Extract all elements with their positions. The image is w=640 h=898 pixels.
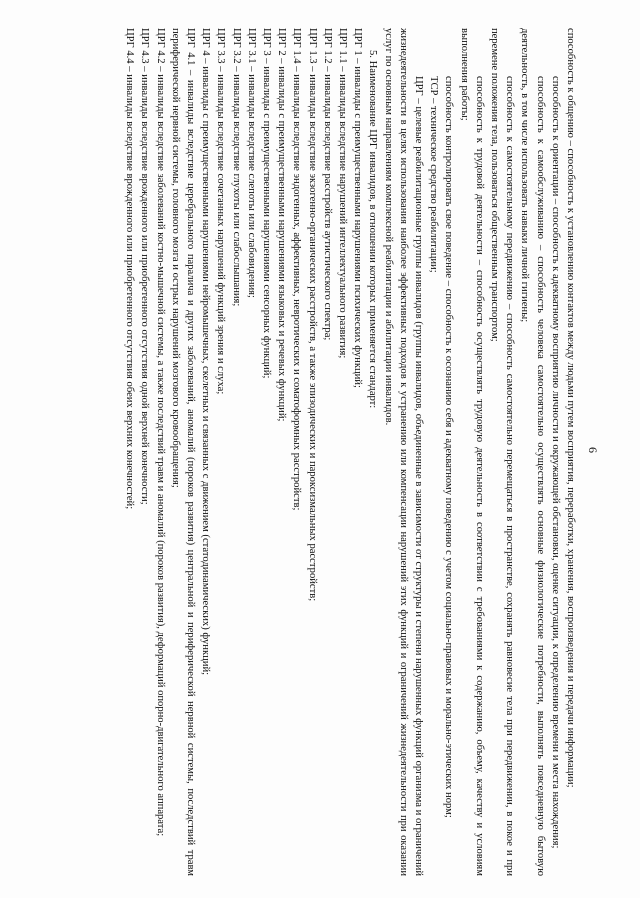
list-item: ЦРГ 1.3 – инвалиды вследствие экзогенно-органических расстройств, а также эпизодических и пароксизмальных расстройств; bbox=[306, 28, 318, 602]
definition-labor: способность к трудовой деятельности – способность осуществлять трудовую деятельность в соответствии с требованиями к содержанию, объему, качеству и условиям выполнения работы; bbox=[458, 28, 485, 876]
rotated-content bbox=[40, 24, 600, 876]
list-item: ЦРГ 4.4 – инвалиды вследствие врожденного или приобретенного отсутствия обеих верхних конечностей; bbox=[124, 28, 136, 510]
definition-movement: способность к самостоятельному передвижению – способность самостоятельно перемещаться в пространстве, сохранять равновесие тела при передвижении, в покое и при перемене положения тела, пользоваться общественным транспортом; bbox=[488, 28, 516, 876]
list-item: ЦРГ 4.1 – инвалиды вследствие церебрального паралича и других заболеваний, аномалий (пороков развития) центральной и периферической нервной системы, последствий травм периферической нервной системы, головного мозга и острых нарушений мозгового кровообращения; bbox=[169, 28, 196, 876]
list-item: ЦРГ 1 – инвалиды с преимущественными нарушениями психических функций; bbox=[352, 28, 364, 388]
definition-behavior-control: способность контролировать свое поведение – способность к осознанию себя и адекватному поведению с учетом социально-правовых и морально-этических норм; bbox=[443, 76, 455, 818]
list-item: ЦРГ 4 – инвалиды с преимущественными нарушениями нейромышечных, скелетных и связанных с движением (статодинамических) функций; bbox=[200, 28, 212, 676]
definition-orientation: способность к ориентации – способность к адекватному восприятию личности и окружающей обстановки, оценке ситуации, к определению времени и места нахождения; bbox=[549, 76, 561, 849]
list-item: ЦРГ 1.4 – инвалиды вследствие эндогенных, аффективных, невротических и соматоформных расстройств; bbox=[291, 28, 303, 511]
list-item: ЦРГ 2 – инвалиды с преимущественными нарушениями языковых и речевых функций; bbox=[276, 28, 288, 422]
section-5-heading: 5. Наименование ЦРГ инвалидов, в отношении которых применяется стандарт: bbox=[367, 50, 379, 409]
definition-crg: ЦРГ – целевые реабилитационные группы инвалидов (группы инвалидов, объединенные в зависимости от структуры и степени нарушенных функций организма и ограничений жизнедеятельности в целях использования наиболее эффективных подходов к устранению или компенсации нарушений этих функций и ограничений жизнедеятельности при оказании услуг по основным направлениям комплексной реабилитации и абилитации инвалидов. bbox=[382, 28, 424, 876]
list-item: ЦРГ 1.1 – инвалиды вследствие нарушений интеллектуального развития; bbox=[336, 28, 348, 359]
list-item: ЦРГ 1.2 – инвалиды вследствие расстройств аутистического спектра; bbox=[321, 28, 333, 341]
list-item: ЦРГ 4.3 – инвалиды вследствие врожденного или приобретенного отсутствия одной верхней конечности; bbox=[139, 28, 151, 505]
document-body bbox=[122, 28, 578, 876]
list-item: ЦРГ 3.1 – инвалиды вследствие слепоты или слабовидения; bbox=[245, 28, 257, 298]
list-item: ЦРГ 4.2 – инвалиды вследствие заболеваний костно-мышечной системы, а также последствий травм и аномалий (пороков развития), деформаций опорно-двигательного аппарата; bbox=[154, 28, 166, 837]
definition-self-service: способность к самообслуживанию – способность человека самостоятельно осуществлять основные физиологические потребности, выполнять повседневную бытовую деятельность, в том числе использовать навыки личной гигиены; bbox=[519, 28, 546, 876]
list-item: ЦРГ 3 – инвалиды с преимущественными нарушениями сенсорных функций; bbox=[260, 28, 272, 379]
definition-tsr: ТСР – техническое средство реабилитации; bbox=[428, 76, 440, 273]
list-item: ЦРГ 3.3 – инвалиды вследствие сочетанных нарушений функций зрения и слуха; bbox=[215, 28, 227, 395]
definition-communication: способность к общению – способность к установлению контактов между людьми путем восприятия, переработки, хранения, воспроизведения и передачи информации; bbox=[565, 28, 576, 788]
list-item: ЦРГ 3.2 – инвалиды вследствие глухоты или слабослышания; bbox=[230, 28, 242, 307]
page-number: 6 bbox=[586, 447, 600, 453]
